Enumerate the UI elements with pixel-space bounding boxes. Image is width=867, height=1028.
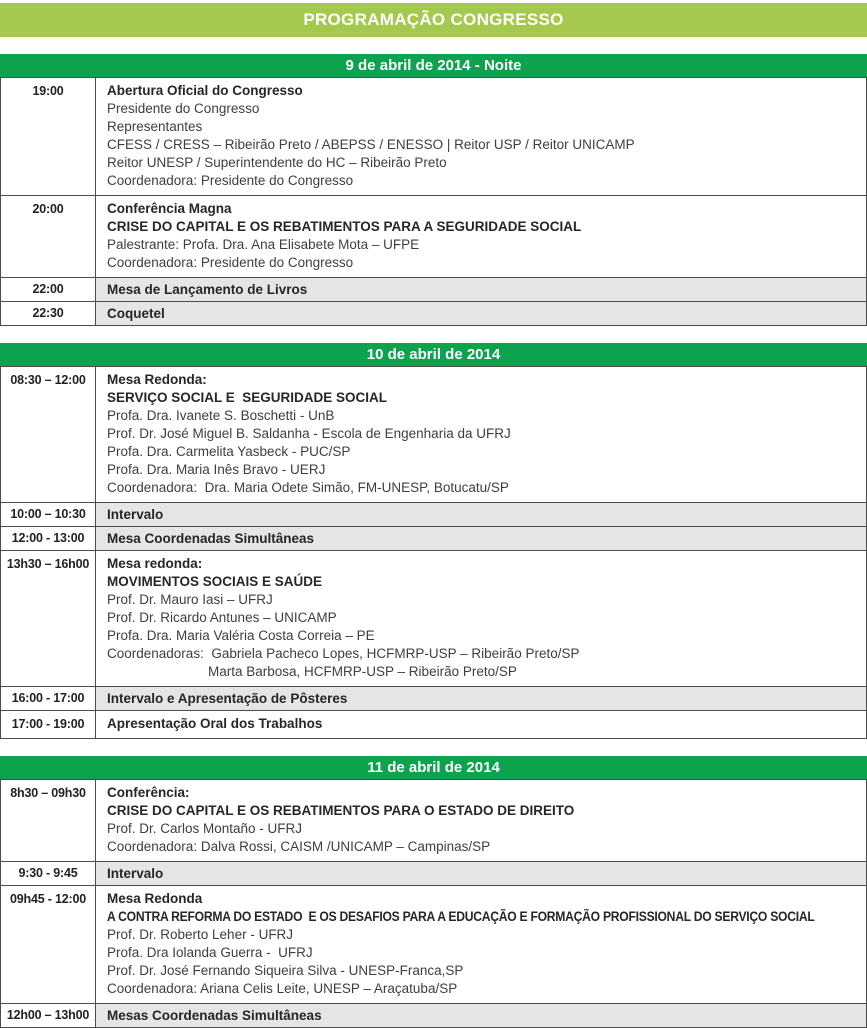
- date-header: 10 de abril de 2014: [0, 343, 867, 366]
- event-line: Coquetel: [107, 306, 165, 321]
- schedule-row: [1, 302, 867, 326]
- date-header: 9 de abril de 2014 - Noite: [0, 54, 867, 77]
- event-line: Mesa de Lançamento de Livros: [107, 282, 308, 297]
- event-line: MOVIMENTOS SOCIAIS E SAÚDE: [107, 574, 323, 589]
- schedule-row: [1, 367, 867, 503]
- event-line: Prof. Dr. Mauro Iasi – UFRJ: [107, 592, 273, 607]
- event-line: Profa. Dra. Ivanete S. Boschetti - UnB: [107, 408, 335, 423]
- schedule-table: [0, 366, 867, 739]
- schedule-row: [1, 711, 867, 739]
- event-line: Coordenadora: Ariana Celis Leite, UNESP – Araçatuba/SP: [107, 981, 458, 996]
- event-line: Reitor UNESP / Superintendente do HC – Ribeirão Preto: [107, 155, 447, 170]
- event-line: Mesa Coordenadas Simultâneas: [107, 531, 315, 546]
- schedule-row: [1, 687, 867, 711]
- time-cell: 20:00: [1, 196, 96, 278]
- event-cell: [96, 886, 867, 1004]
- schedule-row: [1, 862, 867, 886]
- event-line: Profa. Dra. Carmelita Yasbeck - PUC/SP: [107, 444, 351, 459]
- event-line: Mesa Redonda:: [107, 372, 207, 387]
- time-cell: 19:00: [1, 78, 96, 196]
- event-line: Prof. Dr. José Fernando Siqueira Silva - UNESP-Franca,SP: [107, 963, 464, 978]
- program-sections: [0, 54, 867, 1028]
- event-cell: [96, 196, 867, 278]
- time-cell: 9:30 - 9:45: [1, 862, 96, 886]
- event-line: Prof. Dr. Roberto Leher - UFRJ: [107, 927, 294, 942]
- event-line: A CONTRA REFORMA DO ESTADO E OS DESAFIOS PARA A EDUCAÇÃO E FORMAÇÃO PROFISSIONAL DO SERVIÇO SOCIAL: [107, 909, 815, 924]
- event-line: Marta Barbosa, HCFMRP-USP – Ribeirão Preto/SP: [208, 664, 517, 679]
- time-cell: 10:00 – 10:30: [1, 503, 96, 527]
- schedule-row: [1, 503, 867, 527]
- schedule-table: [0, 77, 867, 326]
- time-cell: 12:00 - 13:00: [1, 527, 96, 551]
- event-cell: [96, 367, 867, 503]
- event-line: CFESS / CRESS – Ribeirão Preto / ABEPSS / ENESSO | Reitor USP / Reitor UNICAMP: [107, 137, 635, 152]
- time-cell: 22:30: [1, 302, 96, 326]
- schedule-row: [1, 78, 867, 196]
- event-line: Presidente do Congresso: [107, 101, 260, 116]
- event-line: Coordenadora: Presidente do Congresso: [107, 255, 354, 270]
- event-line: Prof. Dr. Carlos Montaño - UFRJ: [107, 821, 303, 836]
- schedule-row: [1, 1004, 867, 1028]
- event-cell: [96, 711, 867, 739]
- event-cell: [96, 503, 867, 527]
- event-line: Mesas Coordenadas Simultâneas: [107, 1008, 322, 1023]
- event-line: Abertura Oficial do Congresso: [107, 83, 303, 98]
- schedule-row: [1, 551, 867, 687]
- event-line: Palestrante: Profa. Dra. Ana Elisabete Mota – UFPE: [107, 237, 420, 252]
- event-line: Apresentação Oral dos Trabalhos: [107, 716, 323, 731]
- event-line: Prof. Dr. José Miguel B. Saldanha - Escola de Engenharia da UFRJ: [107, 426, 511, 441]
- event-cell: [96, 780, 867, 862]
- schedule-row: [1, 278, 867, 302]
- event-line: CRISE DO CAPITAL E OS REBATIMENTOS PARA O ESTADO DE DIREITO: [107, 803, 575, 818]
- event-line: Profa. Dra. Maria Inês Bravo - UERJ: [107, 462, 326, 477]
- event-line: Conferência Magna: [107, 201, 232, 216]
- schedule-row: [1, 196, 867, 278]
- schedule-row: [1, 527, 867, 551]
- schedule-section: [0, 756, 867, 1028]
- time-cell: 22:00: [1, 278, 96, 302]
- event-line: CRISE DO CAPITAL E OS REBATIMENTOS PARA A SEGURIDADE SOCIAL: [107, 219, 582, 234]
- event-line: Coordenadora: Dra. Maria Odete Simão, FM-UNESP, Botucatu/SP: [107, 480, 509, 495]
- event-cell: [96, 862, 867, 886]
- page-title: PROGRAMAÇÃO CONGRESSO: [0, 3, 867, 37]
- date-header: 11 de abril de 2014: [0, 756, 867, 779]
- time-cell: 17:00 - 19:00: [1, 711, 96, 739]
- time-cell: 12h00 – 13h00: [1, 1004, 96, 1028]
- event-line: Intervalo: [107, 507, 164, 522]
- event-line: Mesa redonda:: [107, 556, 203, 571]
- schedule-row: [1, 780, 867, 862]
- event-line: Coordenadoras: Gabriela Pacheco Lopes, HCFMRP-USP – Ribeirão Preto/SP: [107, 646, 580, 661]
- event-cell: [96, 78, 867, 196]
- time-cell: 08:30 – 12:00: [1, 367, 96, 503]
- event-cell: [96, 302, 867, 326]
- event-cell: [96, 551, 867, 687]
- event-line: Mesa Redonda: [107, 891, 203, 906]
- schedule-table: [0, 779, 867, 1028]
- time-cell: 09h45 - 12:00: [1, 886, 96, 1004]
- event-cell: [96, 278, 867, 302]
- time-cell: 16:00 - 17:00: [1, 687, 96, 711]
- schedule-row: [1, 886, 867, 1004]
- event-cell: [96, 527, 867, 551]
- event-line: Profa. Dra. Maria Valéria Costa Correia – PE: [107, 628, 375, 643]
- schedule-section: [0, 54, 867, 326]
- event-line: SERVIÇO SOCIAL E SEGURIDADE SOCIAL: [107, 390, 388, 405]
- schedule-section: [0, 343, 867, 739]
- event-line: Coordenadora: Presidente do Congresso: [107, 173, 354, 188]
- event-line: Conferência:: [107, 785, 190, 800]
- event-line: Coordenadora: Dalva Rossi, CAISM /UNICAMP – Campinas/SP: [107, 839, 491, 854]
- event-cell: [96, 1004, 867, 1028]
- event-line: Representantes: [107, 119, 203, 134]
- time-cell: 13h30 – 16h00: [1, 551, 96, 687]
- event-line: Profa. Dra Iolanda Guerra - UFRJ: [107, 945, 313, 960]
- event-cell: [96, 687, 867, 711]
- time-cell: 8h30 – 09h30: [1, 780, 96, 862]
- event-line: Prof. Dr. Ricardo Antunes – UNICAMP: [107, 610, 337, 625]
- event-line: Intervalo: [107, 866, 164, 881]
- event-line: Intervalo e Apresentação de Pôsteres: [107, 691, 348, 706]
